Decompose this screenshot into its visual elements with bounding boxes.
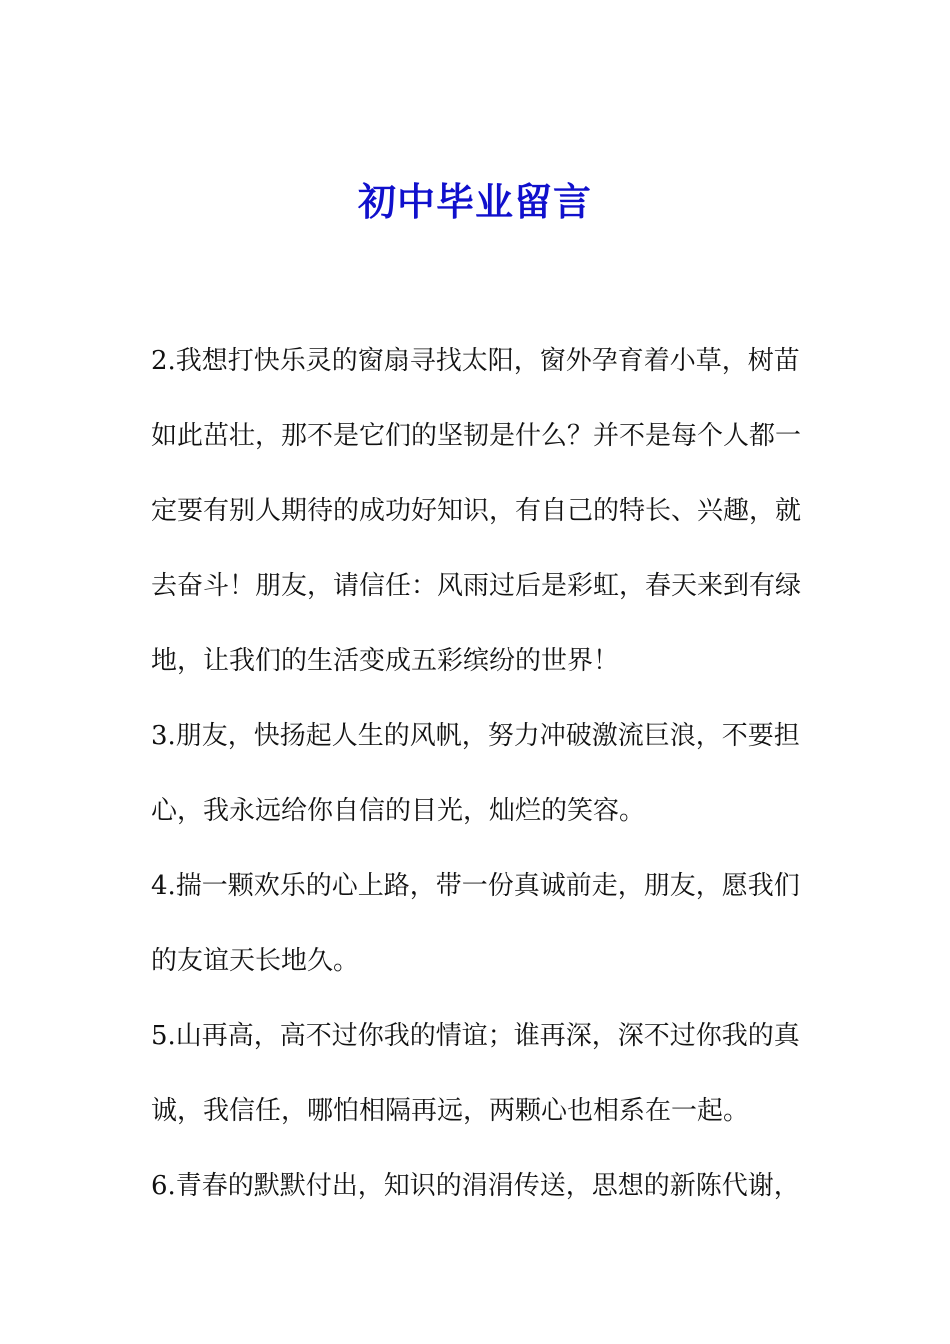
text-line: 3.朋友，快扬起人生的风帆，努力冲破激流巨浪，不要担 — [151, 721, 800, 751]
text-line: 的友谊天长地久。 — [151, 946, 360, 976]
text-line: 地，让我们的生活变成五彩缤纷的世界！ — [151, 646, 620, 676]
text-line: 定要有别人期待的成功好知识，有自己的特长、兴趣，就 — [151, 496, 802, 526]
text-line: 心，我永远给你自信的目光，灿烂的笑容。 — [151, 796, 646, 826]
text-line: 去奋斗！朋友，请信任：风雨过后是彩虹，春天来到有绿 — [151, 571, 802, 601]
text-line: 2.我想打快乐灵的窗扇寻找太阳，窗外孕育着小草，树苗 — [151, 346, 800, 376]
text-line: 如此茁壮，那不是它们的坚韧是什么？并不是每个人都一 — [151, 421, 802, 451]
text-line: 诚，我信任，哪怕相隔再远，两颗心也相系在一起。 — [151, 1096, 750, 1126]
text-line: 4.揣一颗欢乐的心上路，带一份真诚前走，朋友，愿我们 — [151, 871, 800, 901]
text-line: 6.青春的默默付出，知识的涓涓传送，思想的新陈代谢， — [151, 1171, 800, 1201]
page-title: 初中毕业留言 — [357, 180, 592, 224]
text-line: 5.山再高，高不过你我的情谊；谁再深，深不过你我的真 — [151, 1021, 800, 1051]
document-body — [151, 324, 802, 1224]
